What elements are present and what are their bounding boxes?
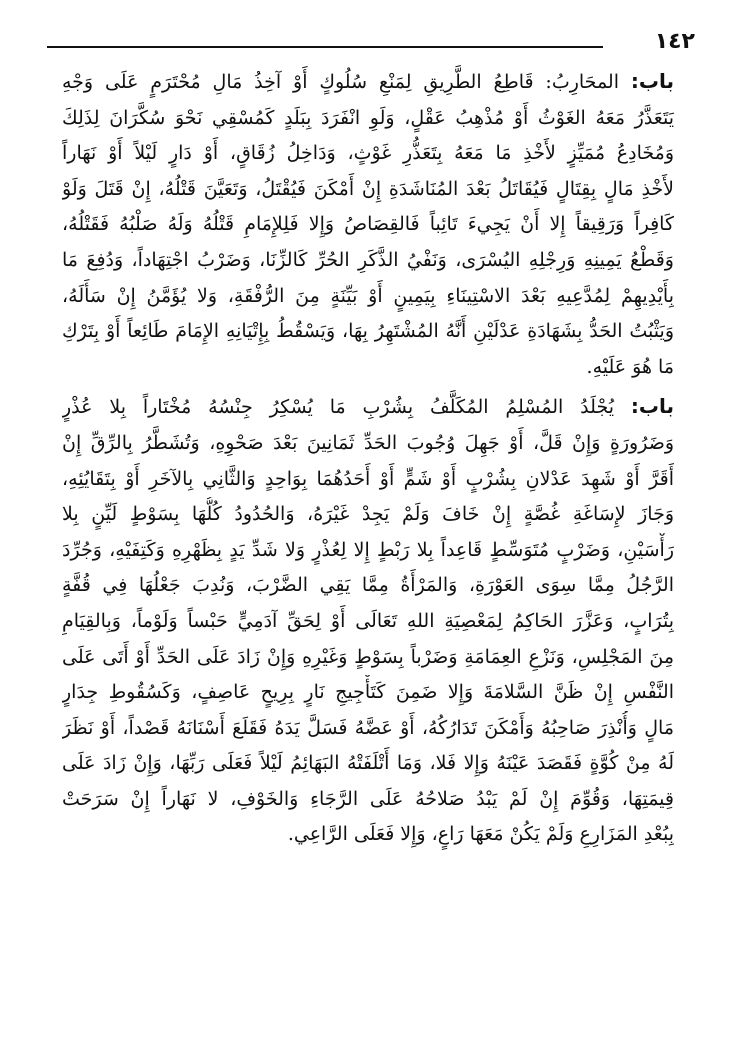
text-line: مِنَ المَجْلِسِ، وَنَزْعِ العِمَامَةِ وَضَرْباً بِسَوْطٍ وَغَيْرِهِ وَإِنْ زَادَ عَلَى الحَدِّ أَوْ أَتَى عَلَى xyxy=(62,645,674,668)
text-line: مَالٍ وَأُنْذِرَ صَاحِبُهُ وَأَمْكَنَ تَدَارُكُهُ، أَوْ عَضَّهُ فَسَلَّ يَدَهُ فَقَلَعَ أَسْنَانَهُ قَصْداً، أَوْ نَظَرَ xyxy=(62,716,674,739)
text-line: بِأَيْدِيهِمْ لِمُدَّعِيهِ بَعْدَ الاسْتِينَاءِ بِيَمِينٍ أَوْ بَيِّنَةٍ مِنَ الرُّفْقَةِ، وَلا يُؤَمَّنُ إِنْ سَأَلَهُ، xyxy=(62,284,674,307)
line-text: يُجْلَدُ المُسْلِمُ المُكَلَّفُ بِشُرْبِ مَا يُسْكِرُ جِنْسُهُ مُخْتَاراً بِلا عُذْرٍ xyxy=(62,396,614,419)
text-line: بِبُعْدِ المَزَارِعِ وَلَمْ يَكُنْ مَعَهَا رَاعٍ، وَإِلا فَعَلَى الرَّاعِي. xyxy=(287,823,674,846)
text-line: وَضَرُورَةٍ وَإِنْ قَلَّ، أَوْ جَهِلَ وُجُوبَ الحَدِّ ثَمَانِينَ بَعْدَ صَحْوِهِ، وَتُشَطَّرُ بِالرِّقِّ إِنْ xyxy=(62,431,674,454)
text-line: وَمُخَادِعُ مُمَيِّزٍ لأَخْذِ مَا مَعَهُ بِتَعَذُّرِ غَوْثٍ، وَدَاخِلُ زُقَاقٍ، أَوْ دَارٍ لَيْلاً أَوْ نَهَاراً xyxy=(62,142,674,165)
text-line: رَأْسَيْنِ، وَضَرْبٍ مُتَوَسِّطٍ قَاعِداً بِلا رَبْطٍ إِلا لِعُذْرٍ وَلا شَدِّ يَدٍ بِظَهْرِهِ وَكَتِفَيْهِ، وَجُرِّدَ xyxy=(62,538,674,561)
text-line: وَقَطْعُ يَمِينِهِ وَرِجْلِهِ اليُسْرَى، وَنَفْيُ الذَّكَرِ الحُرِّ كَالزِّنَا، وَضَرْبُ اجْتِهَاداً، وَدُفِعَ مَا xyxy=(62,248,674,271)
text-line: لَهُ مِنْ كُوَّةٍ فَقَصَدَ عَيْنَهُ وَإِلا فَلا، وَمَا أَتْلَفَتْهُ البَهَائِمُ لَيْلاً فَعَلَى رَبِّهَا، وَإِنْ زَادَ عَلَى xyxy=(62,752,674,775)
text-line xyxy=(62,64,674,101)
text-line: قِيمَتِهَا، وَقُوِّمَ إِنْ لَمْ يَبْدُ صَلاحُهُ عَلَى الرَّجَاءِ وَالخَوْفِ، لا نَهَاراً إِنْ سَرَحَتْ xyxy=(62,787,674,810)
text-line: الرَّجُلُ مِمَّا سِوَى العَوْرَةِ، وَالمَرْأَةُ مِمَّا يَقِي الضَّرْبَ، وَنُدِبَ جَعْلُهَا فِي قُفَّةٍ xyxy=(62,574,674,597)
header-rule xyxy=(47,46,603,48)
chapter-heading: باب: xyxy=(630,69,674,93)
text-line: كَافِراً وَرَقِيقاً إِلا أَنْ يَجِيءَ تَائِباً فَالقِصَاصُ وَإِلا فَلِلإِمَامِ قَتْلُهُ وَلَهُ صَلْبُهُ فَقَتْلُهُ، xyxy=(62,213,674,236)
line-text: المحَارِبُ: قَاطِعُ الطَّرِيقِ لِمَنْعِ سُلُوكٍ أَوْ آخِذُ مَالِ مُحْتَرَمٍ عَلَى وَجْهِ xyxy=(62,71,620,93)
chapter-muharib xyxy=(62,64,674,385)
page-header xyxy=(45,30,695,56)
text-line: يَتَعَذَّرُ مَعَهُ الغَوْثُ أَوْ مُذْهِبُ عَقْلٍ، وَلَوِ انْفَرَدَ بِبَلَدٍ كَمُسْقِي نَحْوَ سُكَّرَانَ لِذَلِكَ xyxy=(62,106,674,129)
text-line: مَا هُوَ عَلَيْهِ. xyxy=(586,355,674,378)
text-line: لأَخْذِ مَالٍ بِقِتَالٍ فَيُقَاتَلُ بَعْدَ المُنَاشَدَةِ إِنْ أَمْكَنَ فَيُقْتَلُ، وَتَعَيَّنَ قَتْلُهُ، إِنْ قَتَلَ وَلَوْ xyxy=(62,177,674,200)
text-line: وَجَازَ لإِسَاغَةِ غُصَّةٍ إِنْ خَافَ وَلَمْ يَجِدْ غَيْرَهُ، وَالحُدُودُ كُلُّهَا بِسَوْطٍ لَيِّنٍ بِلا xyxy=(62,503,674,526)
text-line: أَقَرَّ أَوْ شَهِدَ عَدْلانِ بِشُرْبٍ أَوْ شَمٍّ أَوْ أَحَدُهُمَا بِوَاحِدٍ وَالثَّانِي بِالآخَرِ أَوْ بِتَقَايُئِهِ، xyxy=(62,467,674,490)
chapter-heading: باب: xyxy=(630,394,674,419)
text-line: وَيَثْبُتُ الحَدُّ بِشَهَادَةِ عَدْلَيْنِ أَنَّهُ المُشْتَهِرُ بِهَا، وَيَسْقُطُ بِإِتْيَانِهِ الإِمَامَ طَائِعاً أَوْ بِتَرْكِ xyxy=(62,320,674,343)
chapter-drinking xyxy=(62,389,674,853)
text-line xyxy=(62,389,674,426)
text-line: بِتُرَابٍ، وَعَزَّرَ الحَاكِمُ لِمَعْصِيَةِ اللهِ تَعَالَى أَوْ لِحَقِّ آدَمِيٍّ حَبْساً وَلَوْماً، وَبِالقِيَامِ xyxy=(62,609,674,632)
page-body xyxy=(62,64,674,853)
page-number: ١٤٢ xyxy=(654,29,695,54)
text-line: النَّفْسِ إِنْ ظَنَّ السَّلامَةَ وَإِلا ضَمِنَ كَتَأْجِيجِ نَارٍ بِرِيحٍ عَاصِفٍ، وَكَسُقُوطِ جِدَارٍ xyxy=(62,681,674,704)
